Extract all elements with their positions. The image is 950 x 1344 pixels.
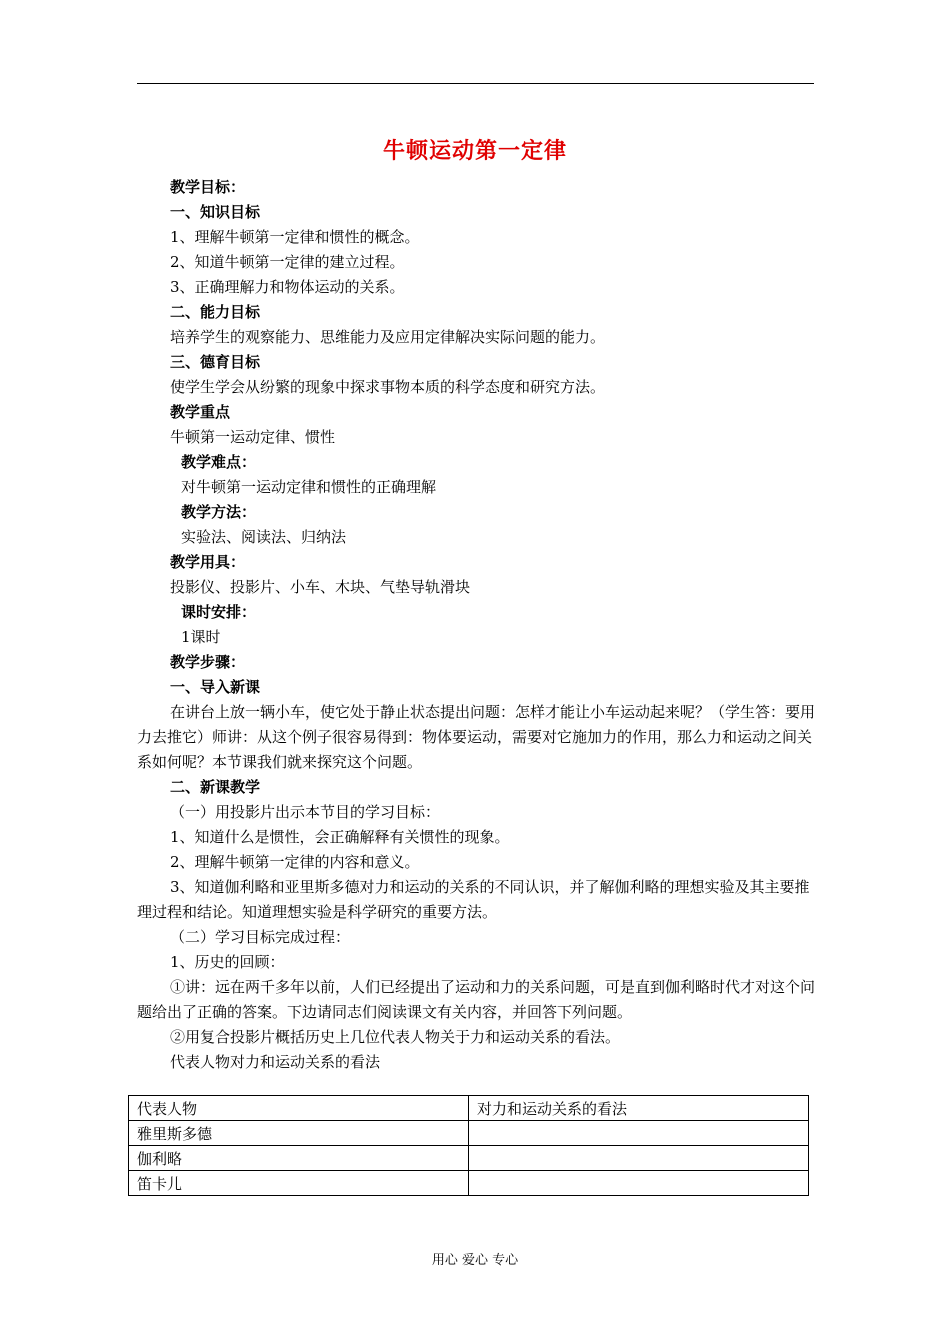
table-cell: [469, 1171, 809, 1196]
text-line: 3、正确理解力和物体运动的关系。: [170, 278, 405, 296]
document-title: 牛顿运动第一定律: [382, 138, 567, 164]
table-cell: 伽利略: [129, 1146, 469, 1171]
section-new-lesson: 二、新课教学: [170, 778, 261, 796]
lines-block-d: [170, 1025, 815, 1075]
text-line: ②用复合投影片概括历史上几位代表人物关于力和运动关系的看法。: [170, 1028, 621, 1046]
table-cell: [469, 1121, 809, 1146]
header-rule: [137, 83, 814, 84]
text-line: 2、理解牛顿第一定律的内容和意义。: [170, 853, 420, 871]
table-cell: [469, 1146, 809, 1171]
text-line: 代表人物对力和运动关系的看法: [170, 1053, 381, 1071]
table-cell: 雅里斯多德: [129, 1121, 469, 1146]
text-line: 1、理解牛顿第一定律和惯性的概念。: [170, 228, 420, 246]
table-row: [129, 1171, 809, 1196]
text-line: 使学生学会从纷繁的现象中探求事物本质的科学态度和研究方法。: [170, 378, 606, 396]
history-paragraph: ①讲：远在两千多年以前，人们已经提出了运动和力的关系问题，可是直到伽利略时代才对这个问题给出了正确的答案。下边请同志们阅读课文有关内容，并回答下列问题。: [137, 978, 816, 1021]
table-cell: 笛卡儿: [129, 1171, 469, 1196]
text-line: 教学重点: [170, 403, 231, 421]
text-line: 实验法、阅读法、归纳法: [181, 528, 347, 546]
text-line: 二、能力目标: [170, 303, 261, 321]
text-line: 牛顿第一运动定律、惯性: [170, 428, 336, 446]
lines-block-a: [170, 175, 815, 700]
text-line: 教学用具：: [170, 553, 246, 571]
table-header-cell: 对力和运动关系的看法: [469, 1096, 809, 1121]
text-line: 课时安排：: [181, 603, 257, 621]
text-line: 1、历史的回顾：: [170, 953, 285, 971]
text-line: 教学方法：: [181, 503, 257, 521]
text-line: 教学难点：: [181, 453, 257, 471]
text-line: 教学步骤：: [170, 653, 246, 671]
intro-paragraph: 在讲台上放一辆小车，使它处于静止状态提出问题：怎样才能让小车运动起来呢？（学生答：要用力去推它）师讲：从这个例子很容易得到：物体要运动，需要对它施加力的作用，那么力和运动之间关系如何呢？本节课我们就来探究这个问题。: [137, 703, 816, 771]
text-line: 1课时: [181, 628, 221, 646]
text-line: 1、知道什么是惯性，会正确解释有关惯性的现象。: [170, 828, 510, 846]
goal3-paragraph: 3、知道伽利略和亚里斯多德对力和运动的关系的不同认识，并了解伽利略的理想实验及其主要推理过程和结论。知道理想实验是科学研究的重要方法。: [137, 878, 810, 921]
table-header-row: [129, 1096, 809, 1121]
table-header-cell: 代表人物: [129, 1096, 469, 1121]
table-row: [129, 1121, 809, 1146]
text-line: （一）用投影片出示本节目的学习目标：: [170, 803, 441, 821]
text-line: 培养学生的观察能力、思维能力及应用定律解决实际问题的能力。: [170, 328, 606, 346]
lines-block-c: [170, 925, 815, 975]
text-line: 三、德育目标: [170, 353, 261, 371]
document-body: [137, 175, 816, 1075]
text-line: 一、导入新课: [170, 678, 261, 696]
text-line: 教学目标：: [170, 178, 246, 196]
opinions-table: [128, 1095, 809, 1196]
text-line: 投影仪、投影片、小车、木块、气垫导轨滑块: [170, 578, 471, 596]
text-line: 2、知道牛顿第一定律的建立过程。: [170, 253, 405, 271]
lines-block-b: [170, 800, 815, 875]
opinions-table-wrap: [128, 1095, 809, 1196]
table-row: [129, 1146, 809, 1171]
text-line: 对牛顿第一运动定律和惯性的正确理解: [181, 478, 437, 496]
text-line: （二）学习目标完成过程：: [170, 928, 351, 946]
page-footer: 用心 爱心 专心: [431, 1253, 519, 1268]
text-line: 一、知识目标: [170, 203, 261, 221]
